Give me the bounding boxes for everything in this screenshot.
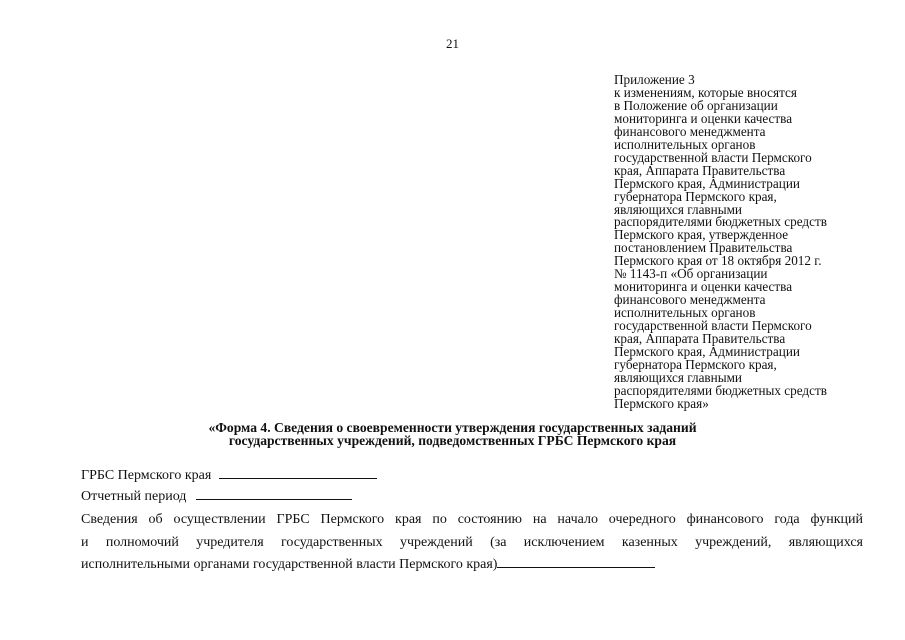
grbs-label: ГРБС Пермского края: [81, 468, 212, 483]
appendix-line: финансового менеджмента: [614, 292, 766, 308]
info-line-2: и полномочий учредителя государственных учреждений (за исключением казенных учреждений, являющихся: [81, 534, 863, 550]
appendix-line: Пермского края»: [614, 395, 709, 411]
appendix-line: мониторинга и оценки качества: [614, 110, 793, 126]
appendix-note: [614, 74, 884, 411]
period-field: [81, 487, 352, 506]
appendix-line: исполнительных органов: [614, 136, 756, 152]
appendix-line: государственной власти Пермского: [614, 318, 812, 334]
appendix-line: № 1143-п «Об организации: [614, 266, 768, 282]
grbs-field: [81, 466, 377, 485]
period-blank[interactable]: [196, 487, 352, 500]
appendix-line: к изменениям, которые вносятся: [614, 84, 797, 100]
info-line-3: [81, 554, 863, 577]
appendix-line: распорядителями бюджетных средств: [614, 214, 827, 230]
form-title-line-1: «Форма 4. Сведения о своевременности утверждения государственных заданий: [208, 420, 697, 435]
info-blank[interactable]: [497, 555, 655, 568]
appendix-line: края, Аппарата Правительства: [614, 331, 786, 347]
appendix-line: Пермского края, Администрации: [614, 175, 800, 191]
appendix-line: финансового менеджмента: [614, 123, 766, 139]
appendix-line: Пермского края, Администрации: [614, 344, 800, 360]
info-line-1: Сведения об осуществлении ГРБС Пермского края по состоянию на начало очередного финансового года функций: [81, 512, 863, 527]
appendix-line: Пермского края, утвержденное: [614, 227, 789, 243]
appendix-line: губернатора Пермского края,: [614, 188, 777, 204]
appendix-line: губернатора Пермского края,: [614, 356, 777, 372]
appendix-line: являющихся главными: [614, 201, 742, 217]
page-number: 21: [446, 36, 459, 51]
grbs-blank[interactable]: [219, 466, 377, 479]
appendix-line: в Положение об организации: [614, 97, 778, 113]
appendix-line: мониторинга и оценки качества: [614, 279, 793, 295]
appendix-line: постановлением Правительства: [614, 240, 793, 256]
info-line-3-text: исполнительными органами государственной власти Пермского края): [81, 557, 498, 572]
appendix-line: исполнительных органов: [614, 305, 756, 321]
appendix-line: края, Аппарата Правительства: [614, 162, 786, 178]
appendix-line: Пермского края от 18 октября 2012 г.: [614, 253, 822, 269]
info-paragraph: [81, 509, 863, 577]
appendix-line: государственной власти Пермского: [614, 149, 812, 165]
form-title: [0, 421, 905, 447]
appendix-line: распорядителями бюджетных средств: [614, 382, 827, 398]
appendix-line: являющихся главными: [614, 369, 742, 385]
appendix-line: Приложение 3: [614, 72, 695, 87]
period-label: Отчетный период: [81, 489, 187, 504]
form-title-line-2: государственных учреждений, подведомственных ГРБС Пермского края: [228, 433, 677, 448]
